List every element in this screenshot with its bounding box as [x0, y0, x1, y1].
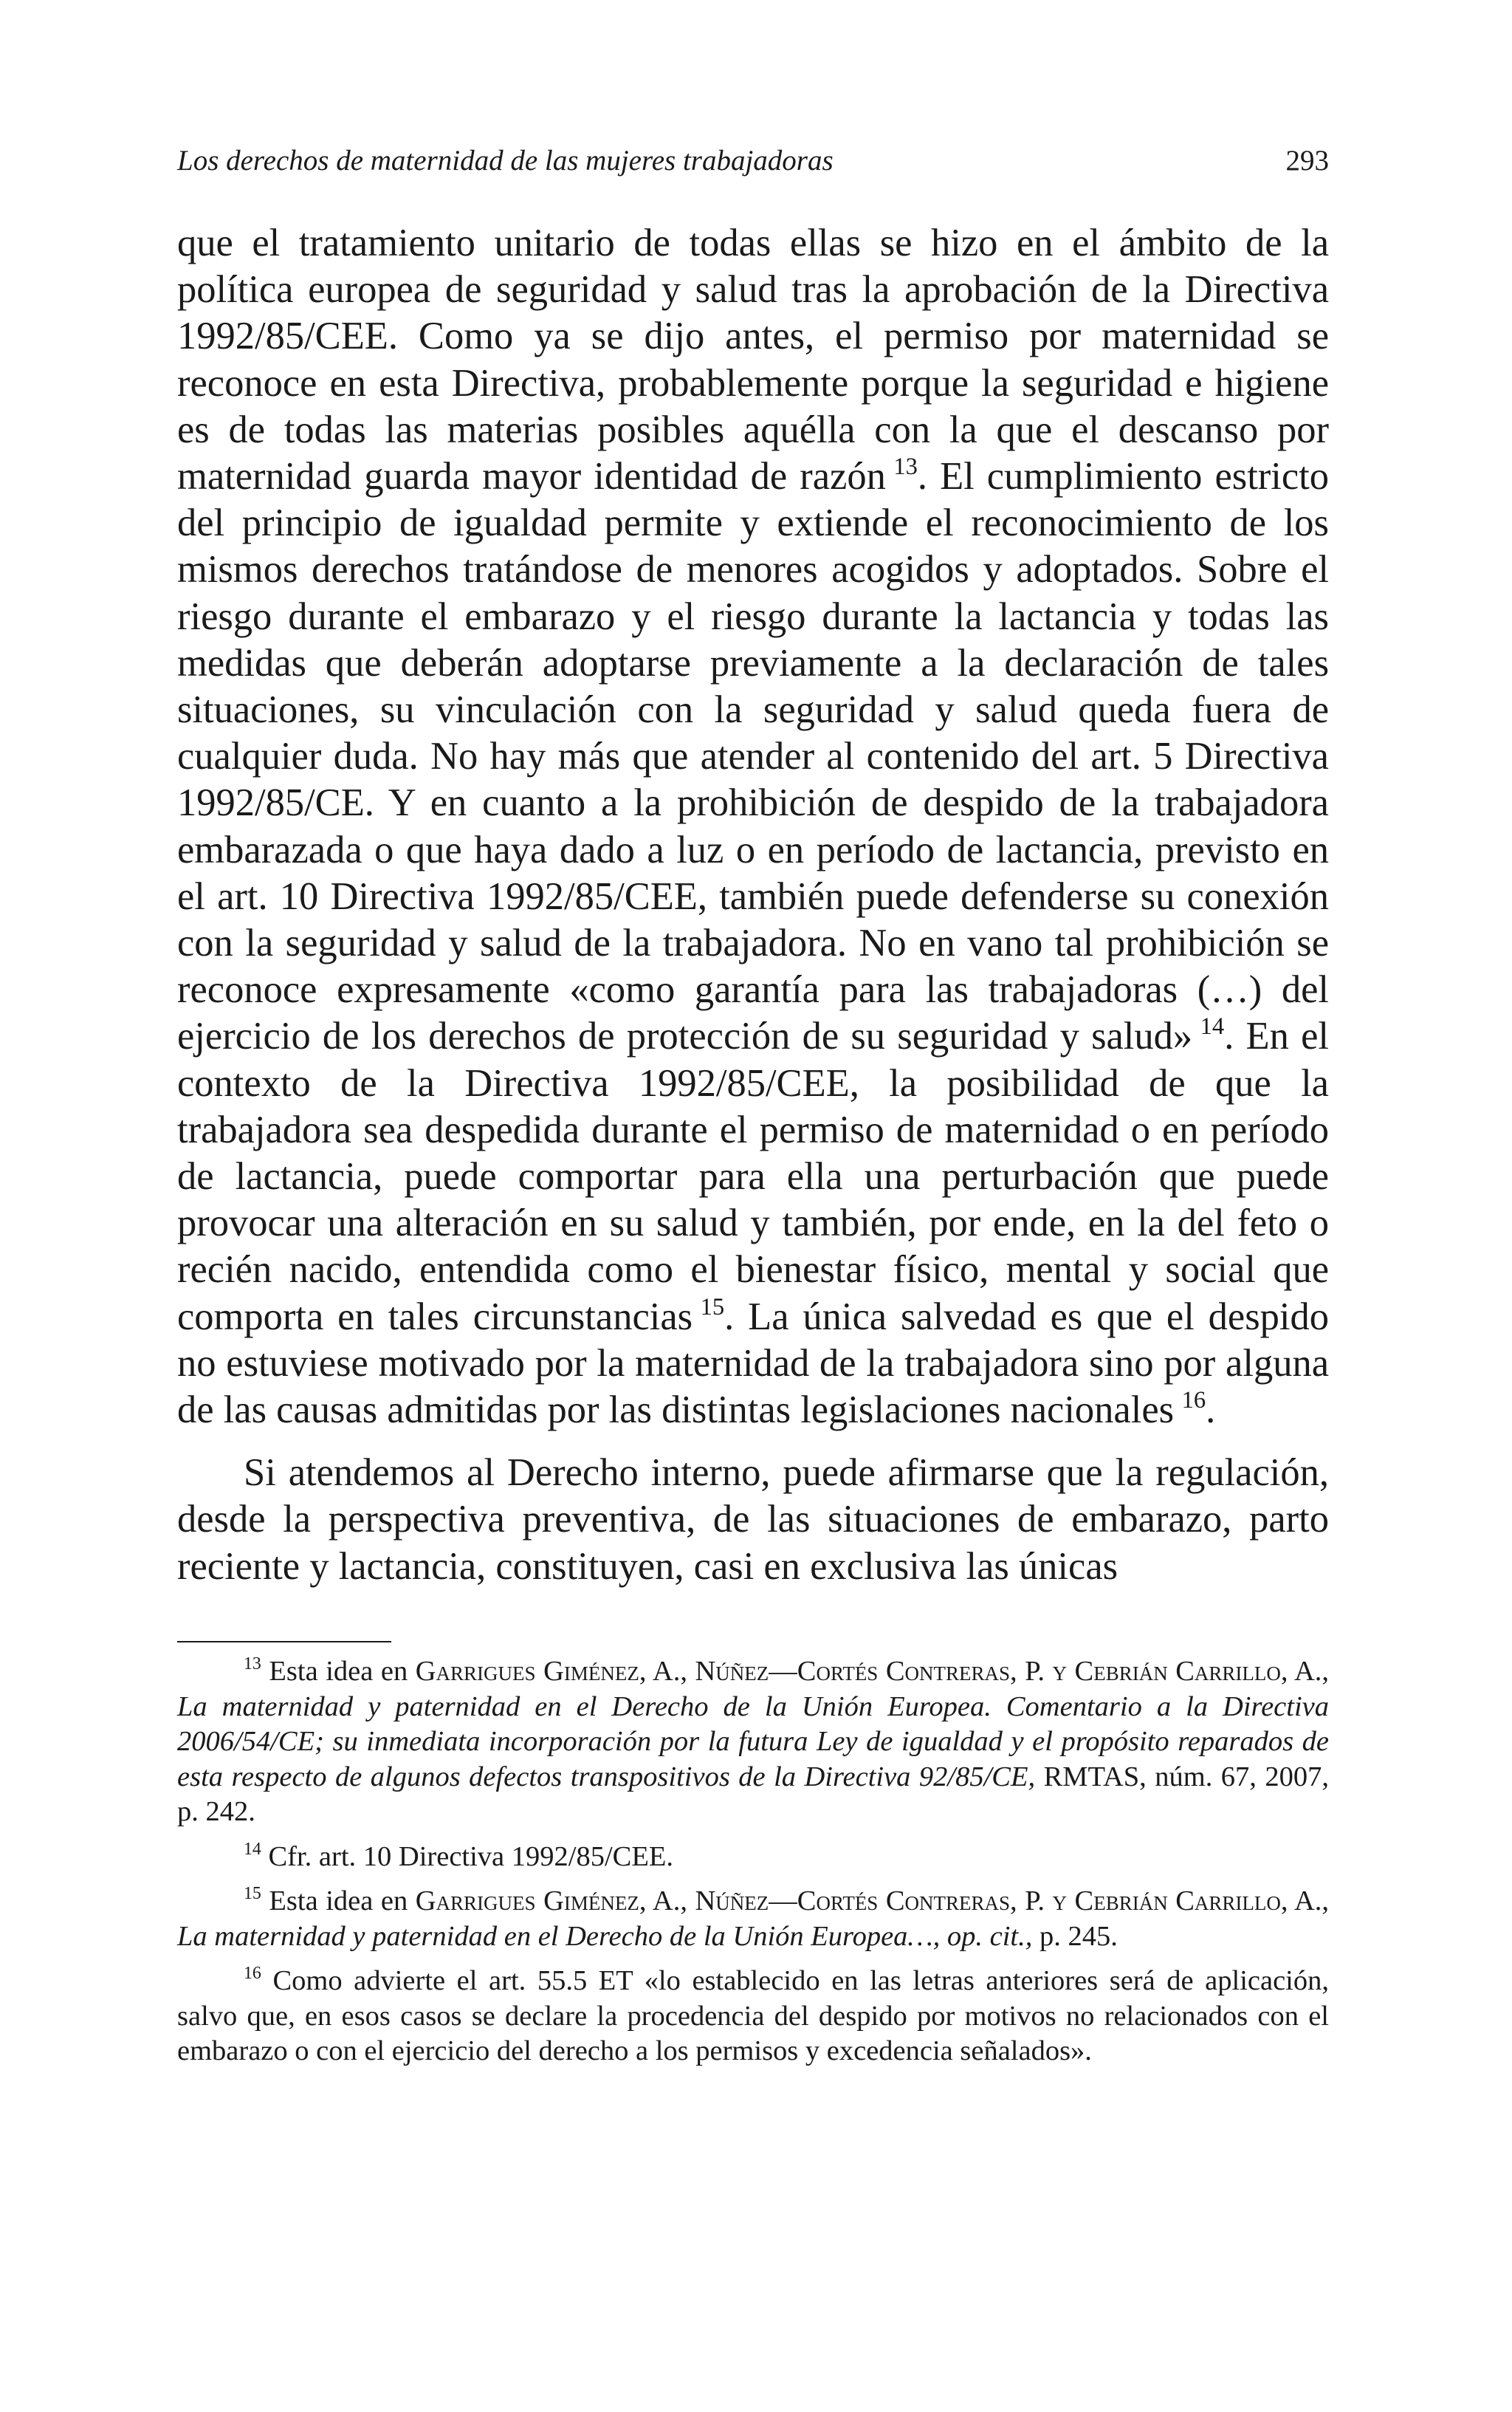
footnote-13 [177, 1654, 1329, 1830]
footnote-ref-16: 16 [1181, 1386, 1206, 1414]
footnote-text: p. 245. [1040, 1920, 1118, 1952]
footnote-ref-14: 14 [1200, 1013, 1225, 1041]
footnote-work-title: La maternidad y paternidad en el Derecho de la Unión Europea…, op. cit., [177, 1920, 1033, 1952]
page-number: 293 [1285, 145, 1329, 177]
footnote-text: Esta idea en [269, 1885, 408, 1916]
footnote-text: RMTAS, núm. 67, 2007, p. 242. [177, 1761, 1329, 1827]
footnote-number: 13 [244, 1654, 261, 1674]
footnote-work-title: La maternidad y paternidad en el Derecho de la Unión Europea. Comentario a la Directiva 2006/54/CE; su inmediata incorporación por la futura Ley de igualdad y el propósito reparados de esta respecto de algunos defectos transpositivos de la Directiva 92/85/CE, [177, 1690, 1329, 1792]
body-text-run: . La única salvedad es que el despido no estuviese motivado por la maternidad de la trabajadora sino por alguna de las causas admitidas por las distintas legislaciones nacionales [177, 1295, 1329, 1432]
footnote-number: 14 [244, 1839, 261, 1859]
body-text-run: que el tratamiento unitario de todas ellas se hizo en el ámbito de la política europea de seguridad y salud tras la aprobación de la Directiva 1992/85/CEE. Como ya se dijo antes, el permiso por maternidad se reconoce en esta Directiva, probablemente porque la seguridad e higiene es de todas las materias posibles aquélla con la que el descanso por maternidad guarda mayor identidad de razón [177, 222, 1329, 498]
footnote-authors: Garrigues Giménez, A., Núñez—Cortés Contreras, P. y Cebrián Carrillo, A., [415, 1656, 1329, 1687]
footnote-text: Cfr. art. 10 Directiva 1992/85/CEE. [268, 1840, 673, 1872]
footnote-16 [177, 1964, 1329, 2069]
body-text-run: . En el contexto de la Directiva 1992/85/CEE, la posibilidad de que la trabajadora sea despedida durante el permiso de maternidad o en período de lactancia, puede comportar para ella una perturbación que puede provocar una alteración en su salud y también, por ende, en la del feto o recién nacido, entendida como el bienestar físico, mental y social que comporta en tales circunstancias [177, 1015, 1329, 1338]
footnote-ref-13: 13 [893, 453, 918, 480]
body-text-run: . [1206, 1388, 1216, 1432]
footnote-14 [177, 1840, 1329, 1875]
running-head [177, 139, 1329, 183]
footnote-text: Esta idea en [269, 1656, 408, 1687]
running-head-title: Los derechos de maternidad de las mujeres trabajadoras [177, 145, 834, 177]
footnote-number: 16 [244, 1964, 261, 1984]
footnote-ref-15: 15 [700, 1293, 725, 1320]
body-paragraph-1 [177, 220, 1329, 1433]
footnote-authors: Garrigues Giménez, A., Núñez—Cortés Contreras, P. y Cebrián Carrillo, A., [415, 1885, 1329, 1916]
body-paragraph-2: Si atendemos al Derecho interno, puede afirmarse que la regulación, desde la perspectiva preventiva, de las situaciones de embarazo, parto reciente y lactancia, constituyen, casi en exclusiva las únicas [177, 1451, 1329, 1588]
footnote-15 [177, 1884, 1329, 1954]
body-text [177, 220, 1329, 1590]
footnote-separator [177, 1641, 391, 1642]
body-text-run: . El cumplimiento estricto del principio de igualdad permite y extiende el reconocimiento de los mismos derechos tratándose de menores acogidos y adoptados. Sobre el riesgo durante el embarazo y el riesgo durante la lactancia y todas las medidas que deberán adoptarse previamente a la declaración de tales situaciones, su vinculación con la seguridad y salud queda fuera de cualquier duda. No hay más que atender al contenido del art. 5 Directiva 1992/85/CE. Y en cuanto a la prohibición de despido de la trabajadora embarazada o que haya dado a luz o en período de lactancia, previsto en el art. 10 Directiva 1992/85/CEE, también puede defenderse su conexión con la seguridad y salud de la trabajadora. No en vano tal prohibición se reconoce expresamente «como garantía para las trabajadoras (…) del ejercicio de los derechos de protección de su seguridad y salud» [177, 455, 1329, 1058]
footnote-number: 15 [244, 1884, 261, 1904]
footnotes [177, 1654, 1329, 2069]
footnote-text: Como advierte el art. 55.5 ET «lo establecido en las letras anteriores será de aplicación, salvo que, en esos casos se declare la procedencia del despido por motivos no relacionados con el embarazo o con el ejercicio del derecho a los permisos y excedencia señalados». [177, 1965, 1329, 2066]
